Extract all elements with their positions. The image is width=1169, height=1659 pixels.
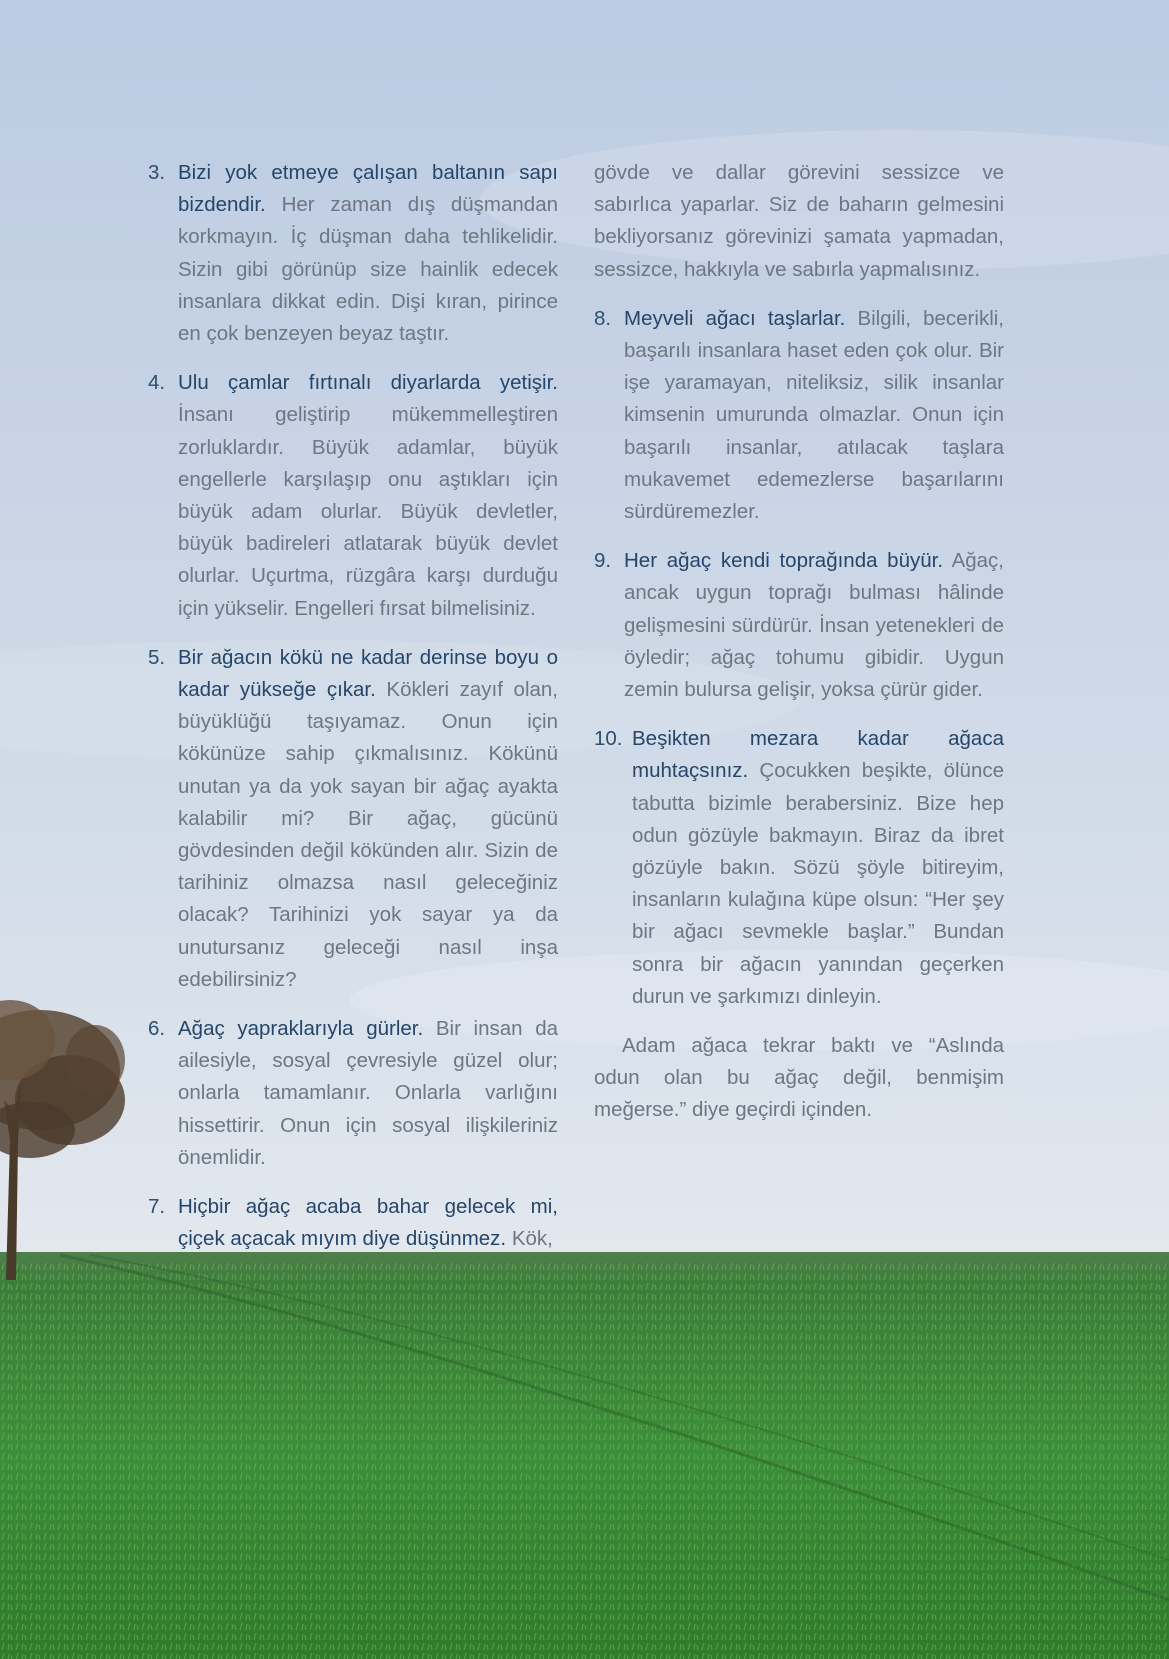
item-heading: Ağaç yapraklarıyla gürler. (178, 1017, 424, 1041)
closing-paragraph: Adam ağaca tekrar baktı ve “Aslında odun olan bu ağaç değil, benmişim meğerse.” diye geçirdi içinden. (594, 1034, 1004, 1122)
list-item (594, 303, 1004, 528)
item-number: 10. (594, 727, 623, 751)
item-text: Kökleri zayıf olan, büyüklüğü taşıyamaz. Onun için kökünüze sahip çıkmalısınız. Kökünü unutan ya da yok sayan bir ağaç ayakta kalabilir mi? Bir ağaç, gücünü gövdesinden değil kökünden alır. Sizin de tarihiniz olmazsa nasıl geleceğiniz olacak? Tarihinizi yok sayar ya da unutursanız geleceği nasıl inşa edebilirsiniz? (178, 678, 558, 991)
item-number: 6. (148, 1017, 166, 1041)
item-heading: Her ağaç kendi toprağında büyür. (624, 549, 944, 573)
list-item (594, 723, 1004, 1013)
list-item (148, 367, 558, 625)
left-column (148, 157, 558, 1273)
item-heading: Ulu çamlar fırtınalı diyarlarda yetişir. (178, 371, 558, 395)
item-text: Ağaç, ancak uygun toprağı bulması hâlinde gelişmesini sürdürür. İnsan yetenekleri de öyledir; ağaç tohumu gibidir. Uygun zemin bulursa gelişir, yoksa çürür gider. (624, 549, 1004, 702)
item-text: gövde ve dallar görevini sessizce ve sabırlıca yaparlar. Siz de baharın gelmesini bekliyorsanız görevinizi şamata yapmadan, sessizce, hakkıyla ve sabırla yapmalısınız. (594, 161, 1004, 281)
list-item (148, 1013, 558, 1174)
item-heading: Hiçbir ağaç acaba bahar gelecek mi, çiçek açacak mıyım diye düşünmez. (178, 1195, 558, 1251)
item-number: 8. (594, 306, 612, 330)
item-text: Çocukken beşikte, ölünce tabutta bizimle berabersiniz. Bize hep odun gözüyle bakmayın. Biraz da ibret gözüyle bakın. Sözü şöyle bitireyim, insanların kulağına küpe olsun: “Her şey bir ağacı sevmekle başlar.” Bundan sonra bir ağacın yanından geçerken durun ve şarkımızı dinleyin. (632, 759, 1004, 1008)
item-number: 3. (148, 161, 166, 184)
item-heading: Beşikten mezara kadar ağaca muhtaçsınız. (632, 727, 1004, 783)
item-text: Bir insan da ailesiyle, sosyal çevresiyle güzel olur; onlarla tamamlanır. Onlarla varlığını hissettirir. Onun için sosyal ilişkileriniz önemlidir. (178, 1017, 558, 1169)
item-number: 9. (594, 549, 612, 573)
item-text: Bilgili, becerikli, başarılı insanlara haset eden çok olur. Bir işe yaramayan, niteliksiz, silik insanlar kimsenin umurunda olmazlar. Onun için başarılı insanlar, atılacak taşlara mukavemet edemezlerse başarılarını sürdüremezler. (624, 306, 1004, 524)
item-heading: Bizi yok etmeye çalışan baltanın sapı bizdendir. (178, 161, 558, 217)
list-item-continuation (594, 157, 1004, 286)
right-column (594, 157, 1004, 1127)
list-item (594, 545, 1004, 706)
list-item (148, 1191, 558, 1255)
item-text: Kök, (506, 1227, 553, 1251)
list-item (148, 642, 558, 996)
item-number: 7. (148, 1195, 166, 1219)
item-heading: Bir ağacın kökü ne kadar derinse boyu o kadar yükseğe çıkar. (178, 645, 558, 702)
item-heading: Meyveli ağacı taşlarlar. (624, 306, 846, 330)
item-text: İnsanı geliştirip mükemmelleştiren zorluklardır. Büyük adamlar, büyük engellerle karşılaşıp onu aştıkları için büyük adam olurlar. Büyük devletler, büyük badireleri atlatarak büyük devlet olurlar. Uçurtma, rüzgâra karşı durduğu için yükselir. Engelleri fırsat bilmelisiniz. (178, 403, 558, 620)
item-number: 4. (148, 371, 166, 395)
item-number: 5. (148, 645, 166, 669)
list-item (148, 157, 558, 350)
item-text: Her zaman dış düşmandan korkmayın. İç düşman daha tehlikelidir. Sizin gibi görünüp size hainlik edecek insanlara dikkat edin. Dişi kıran, pirince en çok benzeyen beyaz taştır. (178, 193, 558, 346)
